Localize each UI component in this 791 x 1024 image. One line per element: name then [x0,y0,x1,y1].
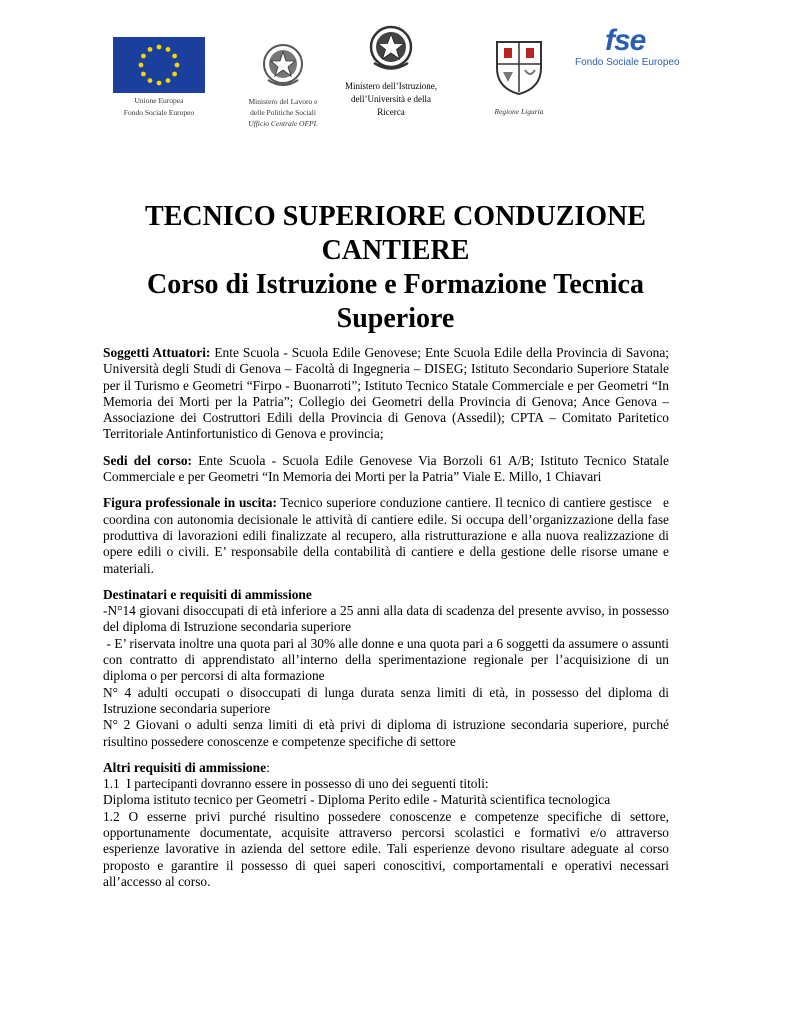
lavoro-caption-1: Ministero del Lavoro e [248,97,318,106]
soggetti-text: Ente Scuola - Scuola Edile Genovese; Ente Scuola Edile della Provincia di Savona; Università degli Studi di Genova – Facoltà di Ingegneria – DISEG; Istituto Secondario Superiore Statale per il Turismo e Geometri “Firpo - Buonarroti”; Istituto Tecnico Statale Commerciale e per Geometri “In Memoria dei Morti per la Patria”; Collegio dei Geometri della Provincia di Genova; Ance Genova – Associazione dei Costruttori Edili della Provincia di Genova (Assedil); CPTA – Comitato Paritetico Territoriale Antinfortunistico di Genova e provincia; [103,345,669,442]
logo-header [0,0,791,150]
eu-flag-icon [113,37,205,93]
altri-heading-colon: : [266,759,270,775]
lavoro-caption-2: delle Politiche Sociali [250,108,316,117]
title-line-4: Superiore [336,303,455,334]
fse-logo [575,26,687,67]
altri-item-2: Diploma istituto tecnico per Geometri - Diploma Perito edile - Maturità scientifica tecnologica [103,792,611,808]
page-title [103,200,688,268]
istruzione-caption-3: Ricerca [377,107,405,117]
destinatari-item-3: N° 4 adulti occupati o disoccupati di lunga durata senza limiti di età, in possesso del diploma di Istruzione secondaria superiore [103,684,669,716]
figura-paragraph [103,495,673,576]
title-line-2: CANTIERE [321,235,470,266]
altri-section [103,760,669,890]
destinatari-section [103,586,673,750]
istruzione-caption-2: dell’Università e della [351,94,431,104]
istruzione-caption-1: Ministero dell’Istruzione, [345,81,437,91]
eu-caption-2: Fondo Sociale Europeo [123,108,195,117]
liguria-caption: Regione Liguria [494,107,544,116]
altri-heading-line [103,760,669,776]
eu-caption-1: Unione Europea [134,96,184,105]
destinatari-item-4: N° 2 Giovani o adulti senza limiti di età privi di diploma di istruzione secondaria superiore, purché risultino possedere conoscenze e competenze specifiche di settore [103,717,669,749]
title-line-3: Corso di Istruzione e Formazione Tecnica [147,269,644,300]
fse-caption: Fondo Sociale Europeo [575,57,680,68]
ministero-lavoro-logo [238,40,328,128]
soggetti-paragraph [103,345,669,443]
sedi-text: Ente Scuola - Scuola Edile Genovese Via Borzoli 61 A/B; Istituto Tecnico Statale Commerciale e per Geometri “In Memoria dei Morti per la Patria” Viale E. Millo, 1 Chiavari [103,452,669,485]
fse-mark: fse [605,24,646,57]
page-subtitle [103,268,688,336]
lavoro-caption-3: Ufficio Centrale OFPL [248,119,318,128]
ministero-istruzione-logo [332,22,450,118]
eu-logo [113,37,205,117]
altri-item-1: 1.1 I partecipanti dovranno essere in possesso di uno dei seguenti titoli: [103,776,489,792]
sedi-paragraph [103,453,669,486]
document-body [103,345,673,900]
altri-item-3: 1.2 O esserne privi purché risultino possedere conoscenze e competenze specifiche di settore, opportunamente documentate, acquisite attraverso percorsi scolastici e formativi e/o attraverso esperienze lavorative in azienda del settore edile. Tali esperienze devono risultare adeguate al corso proposto e garantire il possesso di quei saperi conoscitivi, comportamentali e operativi necessari all’accesso al corso. [103,808,669,889]
soggetti-label: Soggetti Attuatori: [103,345,211,360]
sedi-label: Sedi del corso: [103,452,193,468]
altri-heading: Altri requisiti di ammissione [103,759,267,775]
destinatari-heading: Destinatari e requisiti di ammissione [103,586,312,602]
figura-label: Figura professionale in uscita: [103,495,277,511]
regione-liguria-logo [487,38,551,116]
title-line-1: TECNICO SUPERIORE CONDUZIONE [145,201,646,232]
italian-emblem-icon [260,40,328,95]
liguria-shield-icon [493,38,551,101]
figura-text: Tecnico superiore conduzione cantiere. Il tecnico di cantiere gestisce e coordina con autonomia decisionale le attività di cantiere edile. Si occupa dell’organizzazione della fase produttiva di lavorazioni edili finalizzate al recupero, alla ristrutturazione e alla nuova realizzazione di opere edili o civili. E’ responsabile della contabilità di cantiere e della gestione delle risorse umane e materiali. [103,495,673,576]
italian-emblem-icon [365,22,450,79]
destinatari-item-2: - E’ riservata inoltre una quota pari al 30% alle donne e una quota pari a 6 soggetti da assumere o assunti con contratto di apprendistato all’interno della sperimentazione regionale per l’acquisizione di un diploma o per percorsi di alta formazione [103,635,673,684]
destinatari-item-1: -N°14 giovani disoccupati di età inferiore a 25 anni alla data di scadenza del presente avviso, in possesso del diploma di Istruzione secondaria superiore [103,603,669,635]
